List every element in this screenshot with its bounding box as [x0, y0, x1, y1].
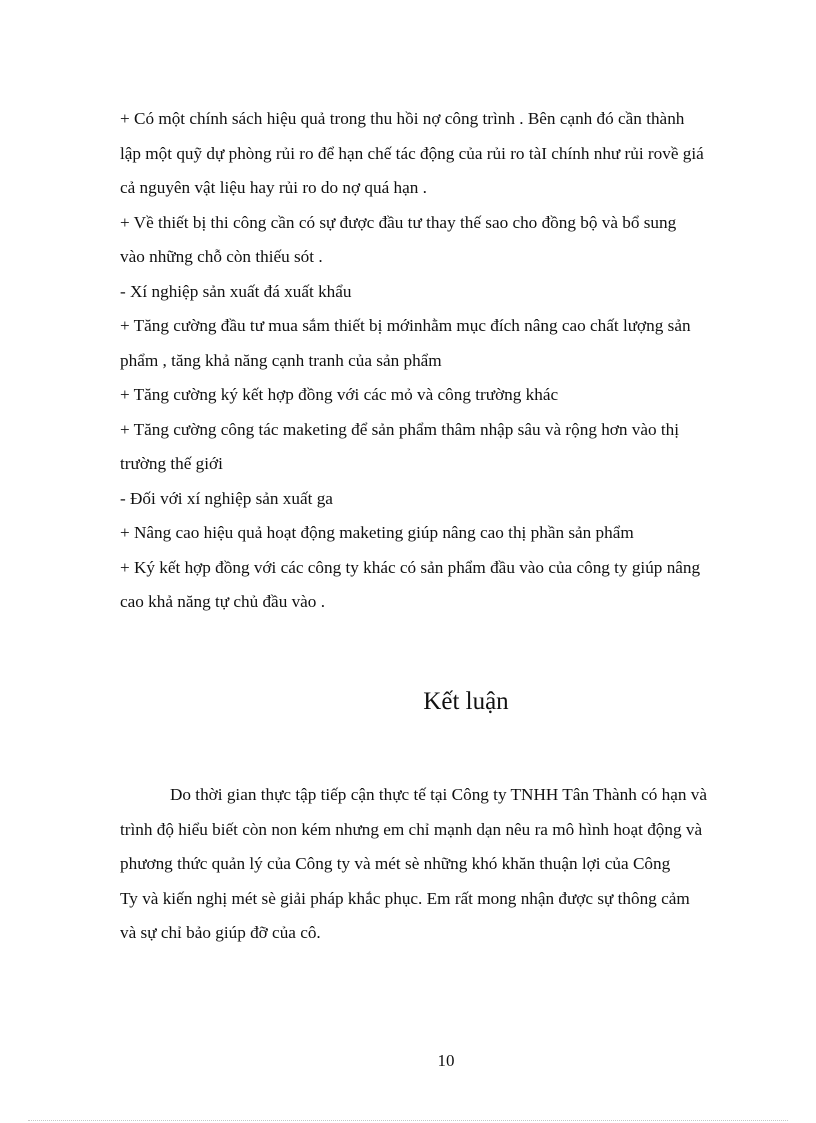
section-heading: Kết luận — [423, 688, 509, 715]
recommendations-text — [120, 102, 780, 620]
text-line: + Nâng cao hiệu quả hoạt động maketing giúp nâng cao thị phần sản phẩm — [120, 523, 634, 542]
text-line: + Ký kết hợp đồng với các công ty khác có sản phẩm đầu vào của công ty giúp nâng — [120, 557, 701, 577]
text-line: + Có một chính sách hiệu quả trong thu hồi nợ công trình . Bên cạnh đó cần thành — [120, 109, 685, 128]
text-line: + Tăng cường công tác maketing để sản phẩm thâm nhập sâu và rộng hơn vào thị — [120, 419, 680, 439]
text-line: trường thế giới — [120, 454, 223, 473]
text-line: phẩm , tăng khả năng cạnh tranh của sản phẩm — [120, 350, 442, 370]
text-line: + Tăng cường đầu tư mua sắm thiết bị mớinhằm mục đích nâng cao chất lượng sản — [120, 316, 691, 335]
text-line: + Về thiết bị thi công cần có sự được đầu tư thay thế sao cho đồng bộ và bổ sung — [120, 212, 677, 232]
text-line: - Đối với xí nghiệp sản xuất ga — [120, 488, 333, 508]
text-line: + Tăng cường ký kết hợp đồng với các mỏ và công trường khác — [120, 385, 559, 404]
text-line: vào những chỗ còn thiếu sót . — [120, 247, 323, 266]
text-line: phương thức quản lý của Công ty và mét sè những khó khăn thuận lợi của Công — [120, 854, 671, 873]
text-line: lập một quỹ dự phòng rủi ro để hạn chế tác động của rủi ro tàI chính như rủi rovề giá — [120, 143, 704, 163]
text-line: cả nguyên vật liệu hay rủi ro do nợ quá hạn . — [120, 178, 427, 197]
text-line: và sự chỉ bảo giúp đỡ của cô. — [120, 923, 321, 942]
text-line: cao khả năng tự chủ đầu vào . — [120, 592, 325, 611]
conclusion-text — [120, 778, 780, 951]
text-line: Ty và kiến nghị mét sè giải pháp khắc phục. Em rất mong nhận được sự thông cảm — [120, 888, 690, 908]
page-number: 10 — [437, 1051, 455, 1070]
text-line: - Xí nghiệp sản xuất đá xuất khẩu — [120, 281, 352, 301]
text-line: trình độ hiểu biết còn non kém nhưng em chỉ mạnh dạn nêu ra mô hình hoạt động và — [120, 819, 703, 839]
page-border-line — [28, 1120, 788, 1121]
text-line: Do thời gian thực tập tiếp cận thực tế tại Công ty TNHH Tân Thành có hạn và — [170, 785, 708, 804]
